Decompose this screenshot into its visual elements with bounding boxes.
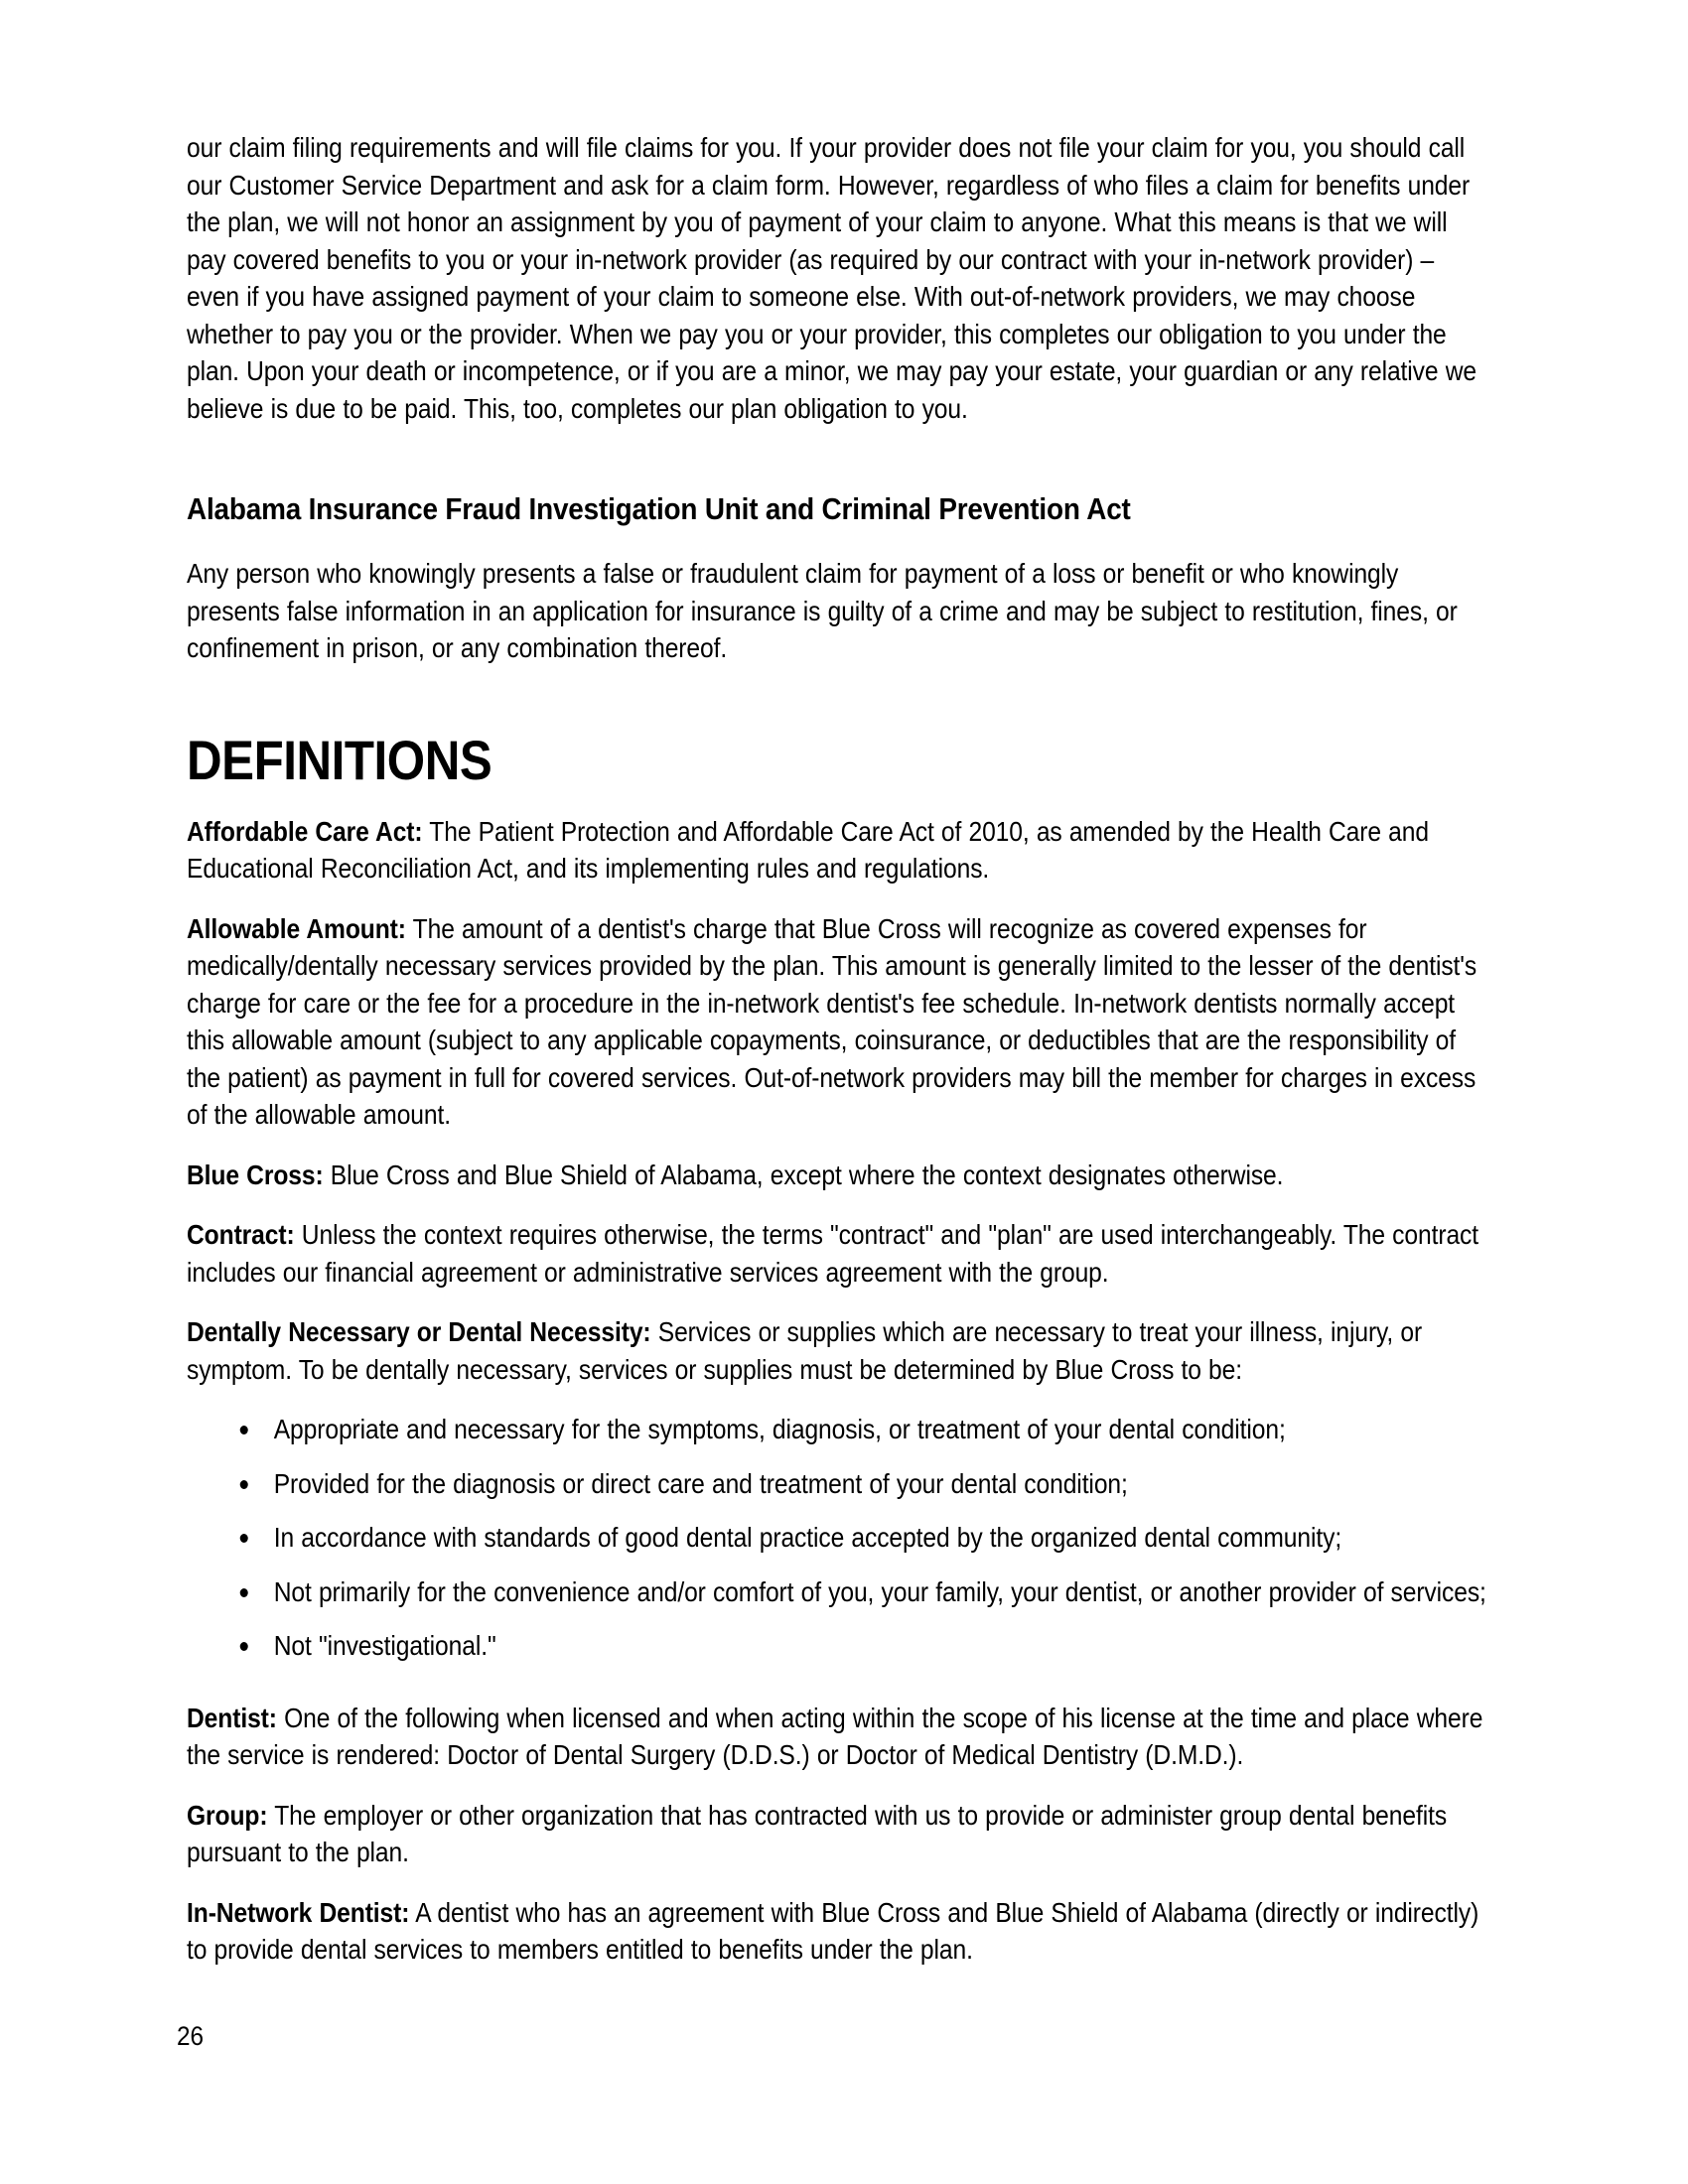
definition-term: Blue Cross: [187, 1159, 324, 1190]
dental-necessity-bullet-list [187, 1411, 1487, 1665]
definition-entry [187, 813, 1487, 887]
definitions-list [187, 813, 1487, 1969]
definition-entry [187, 1313, 1487, 1388]
fraud-section-body: Any person who knowingly presents a false or fraudulent claim for payment of a loss or benefit or who knowingly presents false information in an application for insurance is guilty of a crime and may be subject to restitution, fines, or confinement in prison, or any combination thereof. [187, 558, 1458, 663]
definition-text: The employer or other organization that has contracted with us to provide or administer group dental benefits pursuant to the plan. [187, 1799, 1448, 1867]
definition-entry [187, 1157, 1487, 1194]
spacer [187, 690, 1487, 730]
list-item [187, 1573, 1487, 1611]
page-number: 26 [177, 2021, 205, 2051]
spacer [187, 1682, 1487, 1700]
list-item-label: Not "investigational." [273, 1630, 496, 1661]
bullet-icon [240, 1534, 248, 1543]
definition-entry [187, 1216, 1487, 1291]
bullet-icon [240, 1588, 248, 1597]
definition-text: The Patient Protection and Affordable Care Act of 2010, as amended by the Health Care and Educational Reconciliation Act, and its implementing rules and regulations. [187, 815, 1429, 884]
definition-term: Dentist: [187, 1702, 277, 1733]
spacer [187, 529, 1487, 555]
definition-text: A dentist who has an agreement with Blue Cross and Blue Shield of Alabama (directly or indirectly) to provide dental services to members entitled to benefits under the plan. [187, 1896, 1479, 1965]
definition-term: Contract: [187, 1219, 295, 1250]
list-item [187, 1411, 1487, 1448]
list-item-label: Provided for the diagnosis or direct care and treatment of your dental condition; [273, 1467, 1128, 1499]
list-item-label: In accordance with standards of good dental practice accepted by the organized dental community; [273, 1522, 1342, 1553]
definition-text: Services or supplies which are necessary to treat your illness, injury, or symptom. To be dentally necessary, services or supplies must be determined by Blue Cross to be: [187, 1316, 1423, 1385]
list-item [187, 1465, 1487, 1503]
definition-text: Blue Cross and Blue Shield of Alabama, except where the context designates otherwise. [323, 1159, 1284, 1190]
definition-text: Unless the context requires otherwise, the terms "contract" and "plan" are used interchangeably. The contract includes our financial agreement or administrative services agreement with the group. [187, 1219, 1479, 1288]
definition-text: One of the following when licensed and when acting within the scope of his license at the time and place where the service is rendered: Doctor of Dental Surgery (D.D.S.) or Doctor of Medical Dentistry (D.M.D.). [187, 1702, 1483, 1770]
definition-entry [187, 1700, 1487, 1774]
page-content [187, 129, 1487, 1991]
bullet-icon [240, 1642, 248, 1651]
spacer [187, 791, 1487, 813]
definition-term: Group: [187, 1799, 268, 1831]
definition-term: Allowable Amount: [187, 912, 406, 944]
definition-entry [187, 910, 1487, 1134]
fraud-section-heading: Alabama Insurance Fraud Investigation Unit and Criminal Prevention Act [187, 491, 1131, 526]
bullet-icon [240, 1480, 248, 1489]
list-item [187, 1519, 1487, 1557]
definition-term: Dentally Necessary or Dental Necessity: [187, 1316, 651, 1347]
list-item-label: Not primarily for the convenience and/or comfort of you, your family, your dentist, or another provider of services; [273, 1575, 1486, 1607]
bullet-icon [240, 1426, 248, 1434]
definition-term: Affordable Care Act: [187, 815, 423, 847]
definitions-heading: DEFINITIONS [187, 728, 492, 791]
list-item [187, 1627, 1487, 1665]
intro-paragraph: our claim filing requirements and will file claims for you. If your provider does not file your claim for you, you should call our Customer Service Department and ask for a claim form. However, regardless of who files a claim for benefits under the plan, we will not honor an assignment by you of payment of your claim to anyone. What this means is that we will pay covered benefits to you or your in-network provider (as required by our contract with your in-network provider) – even if you have assigned payment of your claim to someone else. With out-of-network providers, we may choose whether to pay you or the provider. When we pay you or your provider, this completes our obligation to you under the plan. Upon your death or incompetence, or if you are a minor, we may pay your estate, your guardian or any relative we believe is due to be paid. This, too, completes our plan obligation to you. [187, 132, 1477, 424]
spacer [187, 450, 1487, 489]
list-item-label: Appropriate and necessary for the symptoms, diagnosis, or treatment of your dental condition; [273, 1414, 1286, 1444]
definition-entry [187, 1894, 1487, 1969]
definition-entry [187, 1797, 1487, 1871]
intro-paragraph-block [187, 129, 1487, 427]
definition-text: The amount of a dentist's charge that Blue Cross will recognize as covered expenses for medically/dentally necessary services provided by the plan. This amount is generally limited to the lesser of the dentist's charge for care or the fee for a procedure in the in-network dentist's fee schedule. In-network dentists normally accept this allowable amount (subject to any applicable copayments, coinsurance, or deductibles that are the responsibility of the patient) as payment in full for covered services. Out-of-network providers may bill the member for charges in excess of the allowable amount. [187, 912, 1477, 1130]
definition-term: In-Network Dentist: [187, 1896, 410, 1928]
fraud-section-body-block [187, 555, 1487, 667]
